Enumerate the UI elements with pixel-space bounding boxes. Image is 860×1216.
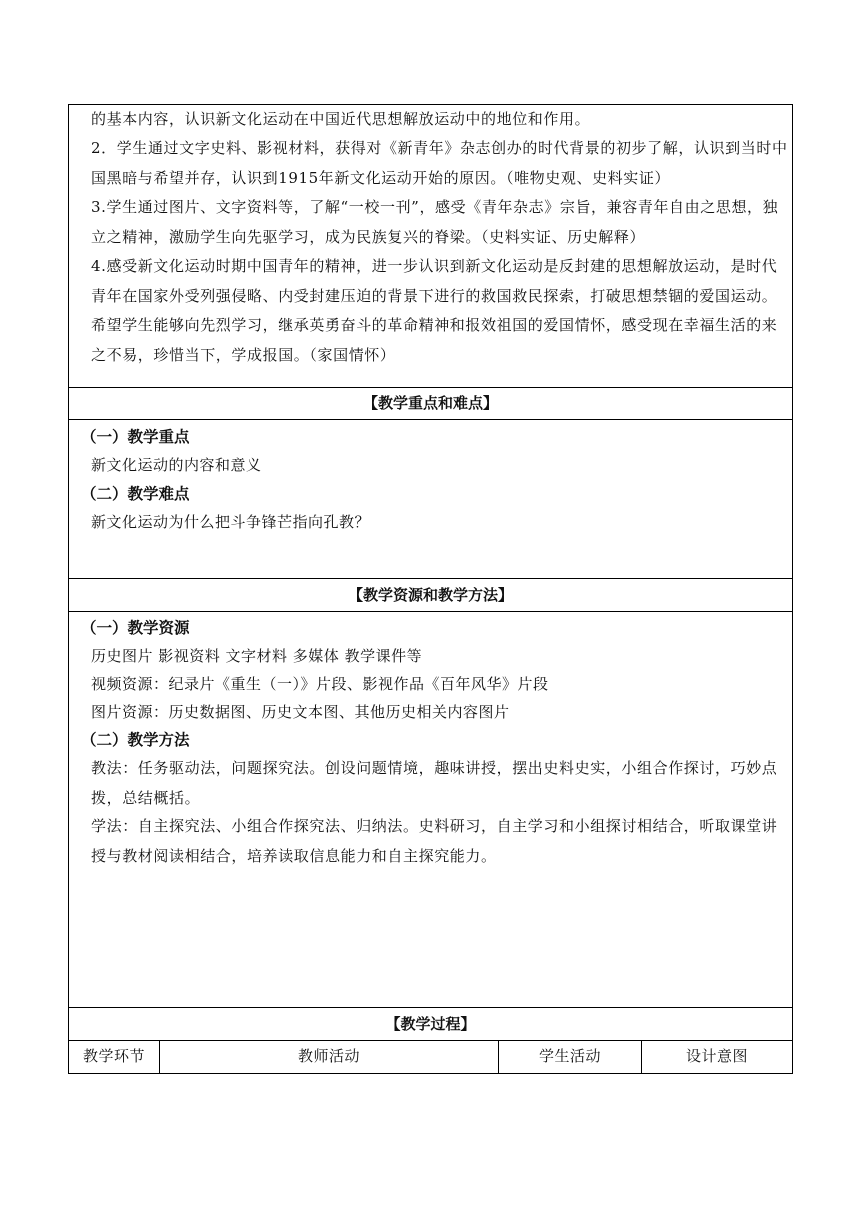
objectives-line-2: 2．学生通过文字史料、影视材料，获得对《新青年》杂志创办的时代背景的初步了解，认识到当时中国黑暗与希望并存，认识到1915年新文化运动开始的原因。（唯物史观、史料实证） <box>91 139 788 187</box>
key-point-heading: （一）教学重点 <box>81 428 190 446</box>
resources-section-body <box>68 612 793 1008</box>
column-header-student: 学生活动 <box>499 1040 642 1073</box>
column-header-teacher: 教师活动 <box>160 1040 499 1073</box>
process-table-header-row <box>68 1040 793 1074</box>
objectives-line-3: 3.学生通过图片、文字资料等，了解“一校一刊”，感受《青年杂志》宗旨，兼容青年自由之思想，独立之精神，激励学生向先驱学习，成为民族复兴的脊梁。（史料实证、历史解释） <box>91 198 779 246</box>
objectives-section <box>68 104 793 388</box>
process-section-header <box>68 1008 793 1041</box>
resources-line-1: 历史图片 影视资料 文字材料 多媒体 教学课件等 <box>91 647 423 665</box>
focus-title: 【教学重点和难点】 <box>362 394 498 412</box>
column-header-stage: 教学环节 <box>69 1040 160 1073</box>
objectives-line-1: 的基本内容，认识新文化运动在中国近代思想解放运动中的地位和作用。 <box>91 110 591 128</box>
key-point-text: 新文化运动的内容和意义 <box>91 456 262 474</box>
focus-section-body <box>68 420 793 579</box>
column-header-intent: 设计意图 <box>685 1047 748 1065</box>
resources-title: 【教学资源和教学方法】 <box>347 586 513 604</box>
resources-heading: （一）教学资源 <box>81 619 190 637</box>
difficulty-text: 新文化运动为什么把斗争锋芒指向孔教？ <box>91 513 371 531</box>
methods-heading: （二）教学方法 <box>81 731 190 749</box>
resources-line-2: 视频资源：纪录片《重生（一）》片段、影视作品《百年风华》片段 <box>91 675 549 693</box>
objectives-line-4: 4.感受新文化运动时期中国青年的精神，进一步认识到新文化运动是反封建的思想解放运动，是时代青年在国家外受列强侵略、内受封建压迫的背景下进行的救国救民探索，打破思想禁锢的爱国运动。希望学生能够向先烈学习，继承英勇奋斗的革命精神和报效祖国的爱国情怀，感受现在幸福生活的来之不易，珍惜当下，学成报国。（家国情怀） <box>91 257 778 364</box>
learning-method-text: 学法：自主探究法、小组合作探究法、归纳法。史料研习，自主学习和小组探讨相结合，听取课堂讲授与教材阅读相结合，培养读取信息能力和自主探究能力。 <box>91 817 778 865</box>
teaching-method-text: 教法：任务驱动法，问题探究法。创设问题情境，趣味讲授，摆出史料史实，小组合作探讨，巧妙点拨，总结概括。 <box>91 759 778 807</box>
focus-section-header <box>68 387 793 420</box>
resources-section-header <box>68 579 793 612</box>
process-title: 【教学过程】 <box>385 1015 476 1033</box>
resources-line-3: 图片资源：历史数据图、历史文本图、其他历史相关内容图片 <box>91 703 510 721</box>
difficulty-heading: （二）教学难点 <box>81 485 190 503</box>
